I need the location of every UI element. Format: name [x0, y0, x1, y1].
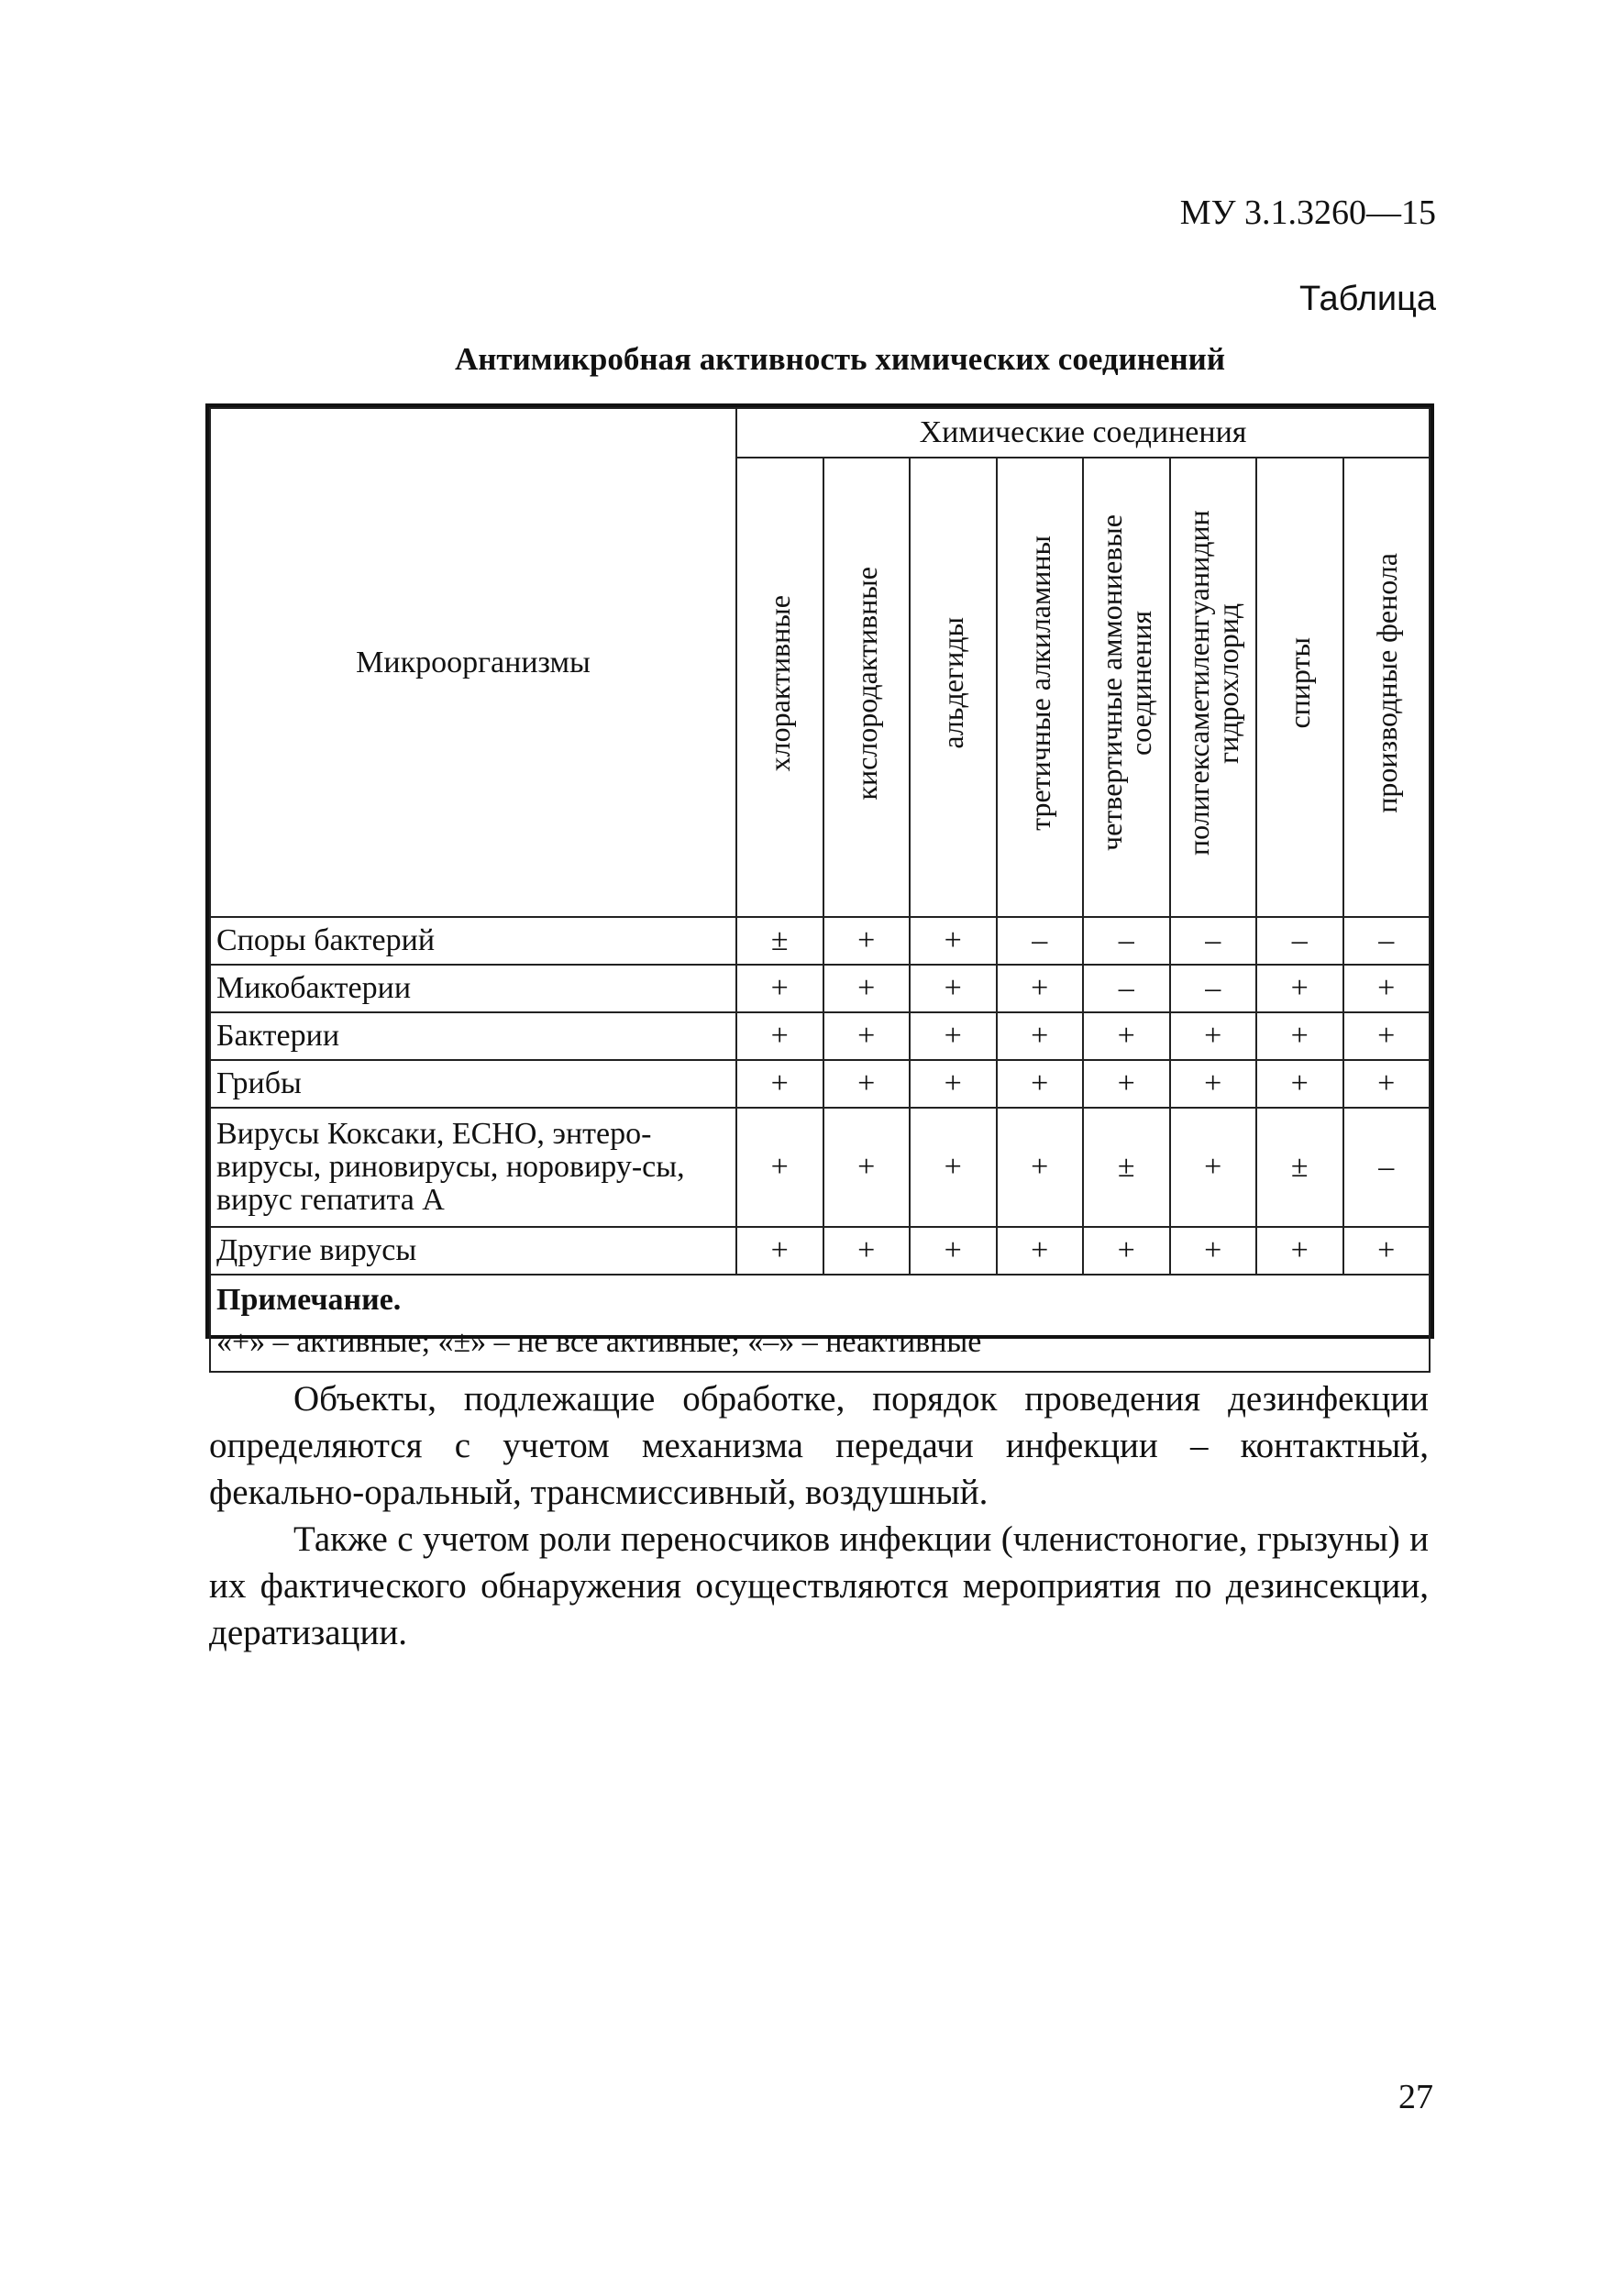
column-header: полигексаметиленгуанидин гидрохлорид [1170, 458, 1257, 917]
row-label: Грибы [210, 1060, 736, 1108]
table-note [210, 1275, 1430, 1372]
activity-table [205, 403, 1434, 1359]
table-cell: + [910, 1108, 997, 1227]
table-title: Антимикробная активность химических соединений [454, 341, 1225, 377]
table-cell: + [823, 1012, 911, 1060]
table-cell: – [1343, 917, 1431, 965]
table-cell: + [1083, 1227, 1170, 1275]
table-row [210, 965, 1430, 1012]
column-header: спирты [1256, 458, 1343, 917]
body-text [209, 1375, 1429, 1656]
table-cell: + [1256, 1060, 1343, 1108]
table-row [210, 1012, 1430, 1060]
table-cell: + [823, 1227, 911, 1275]
table-cell: + [910, 1227, 997, 1275]
table-row [210, 917, 1430, 965]
table-cell: + [997, 1012, 1084, 1060]
table-cell: + [997, 1227, 1084, 1275]
table-cell: ± [1083, 1108, 1170, 1227]
table-row [210, 1227, 1430, 1275]
table-cell: ± [1256, 1108, 1343, 1227]
table-cell: + [1343, 1012, 1431, 1060]
table-cell: + [1083, 1060, 1170, 1108]
row-label: Бактерии [210, 1012, 736, 1060]
table-cell: + [736, 1012, 823, 1060]
table-cell: + [1170, 1012, 1257, 1060]
table-cell: + [997, 1108, 1084, 1227]
table-cell: + [1256, 965, 1343, 1012]
table-cell: + [1343, 965, 1431, 1012]
table-row [210, 1108, 1430, 1227]
row-label: Другие вирусы [210, 1227, 736, 1275]
table-cell: + [997, 1060, 1084, 1108]
table-cell: + [823, 1108, 911, 1227]
table-cell: – [1256, 917, 1343, 965]
table-cell: + [823, 965, 911, 1012]
table-row [210, 1060, 1430, 1108]
note-text: «+» – активные; «±» – не все активные; «–» – неактивные [216, 1324, 982, 1359]
table-cell: – [1083, 965, 1170, 1012]
table-cell: + [736, 965, 823, 1012]
document-code: МУ 3.1.3260—15 [1179, 193, 1436, 232]
table-cell: + [1170, 1227, 1257, 1275]
table-label: Таблица [1299, 280, 1436, 318]
paragraph: Объекты, подлежащие обработке, порядок проведения дезинфекции определяются с учетом механизма передачи инфекции – контактный, фекально-оральный, трансмиссивный, воздушный. [209, 1379, 1429, 1512]
header-microorganisms: Микроорганизмы [210, 408, 736, 917]
column-header: кислородактивные [823, 458, 911, 917]
table-cell: + [997, 965, 1084, 1012]
column-header: четвертичные аммониевые соединения [1083, 458, 1170, 917]
table-cell: + [1170, 1060, 1257, 1108]
column-header: производные фенола [1343, 458, 1431, 917]
table-cell: + [910, 965, 997, 1012]
table-cell: ± [736, 917, 823, 965]
table-cell: + [1256, 1012, 1343, 1060]
column-header: хлорактивные [736, 458, 823, 917]
table-cell: + [736, 1227, 823, 1275]
table-cell: + [823, 917, 911, 965]
table-cell: + [823, 1060, 911, 1108]
table-cell: – [1170, 965, 1257, 1012]
table-cell: + [1343, 1227, 1431, 1275]
table-cell: – [1170, 917, 1257, 965]
note-title: Примечание. [216, 1283, 402, 1317]
page-number: 27 [1398, 2078, 1433, 2116]
row-label: Споры бактерий [210, 917, 736, 965]
row-label: Микобактерии [210, 965, 736, 1012]
column-header: третичные алкиламины [997, 458, 1084, 917]
table-cell: – [1343, 1108, 1431, 1227]
table-cell: + [1170, 1108, 1257, 1227]
table-cell: – [997, 917, 1084, 965]
paragraph: Также с учетом роли переносчиков инфекции (членистоногие, грызуны) и их фактического обнаружения осуществляются мероприятия по дезинсекции, дератизации. [209, 1519, 1429, 1652]
header-chemical-compounds: Химические соединения [736, 408, 1430, 458]
table-cell: + [910, 1060, 997, 1108]
table-cell: + [1256, 1227, 1343, 1275]
table-cell: + [910, 1012, 997, 1060]
table-cell: – [1083, 917, 1170, 965]
table-cell: + [910, 917, 997, 965]
column-header: альдегиды [910, 458, 997, 917]
row-label: Вирусы Коксаки, ЕСНО, энтеро-вирусы, риновирусы, норовиру-сы, вирус гепатита А [210, 1108, 736, 1227]
table-cell: + [1083, 1012, 1170, 1060]
table-cell: + [736, 1060, 823, 1108]
table-cell: + [1343, 1060, 1431, 1108]
table-cell: + [736, 1108, 823, 1227]
